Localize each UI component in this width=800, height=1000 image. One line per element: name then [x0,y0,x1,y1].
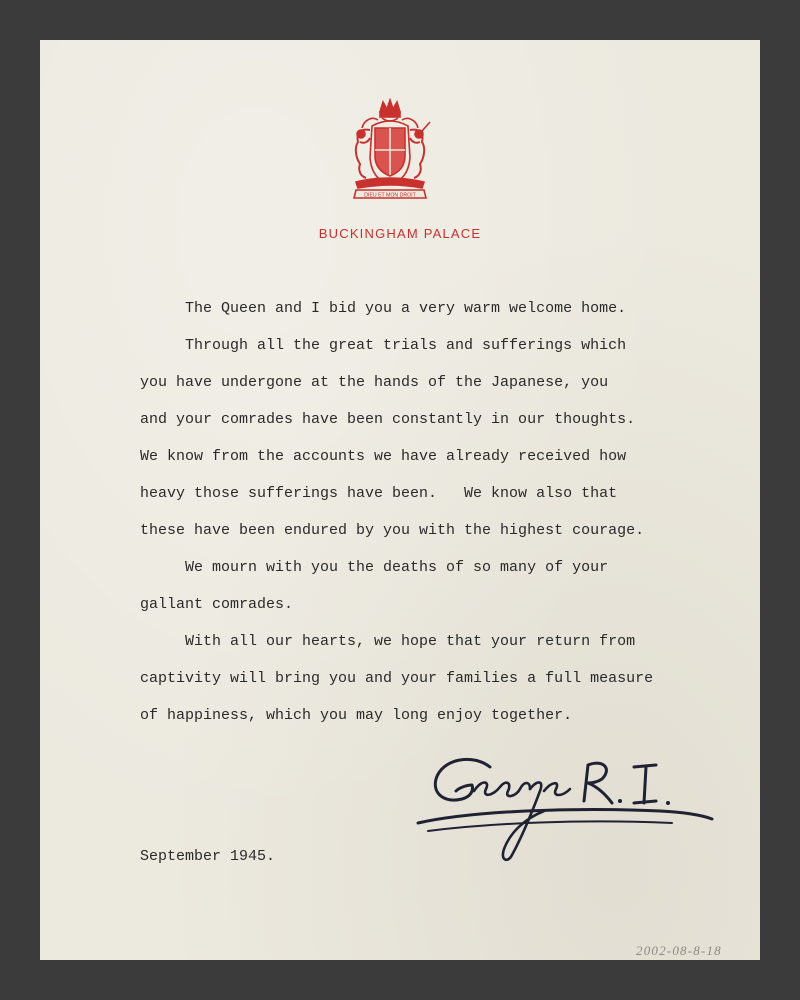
letter-date: September 1945. [140,848,276,865]
crest-motto: DIEU ET MON DROIT [364,192,416,199]
letter-line: heavy those sufferings have been. We know also that [140,485,618,502]
letter-line: captivity will bring you and your families a full measure [140,670,654,687]
letter-line: gallant comrades. [140,596,294,613]
letter-line: you have undergone at the hands of the Japanese, you [140,374,609,391]
royal-coat-of-arms-icon [342,98,438,202]
letter-line: these have been endured by you with the highest courage. [140,522,645,539]
letter-sheet [40,40,760,960]
letterhead-address: BUCKINGHAM PALACE [318,226,482,241]
letter-line: of happiness, which you may long enjoy together. [140,707,573,724]
letter-line: We mourn with you the deaths of so many of your [140,559,609,576]
letter-line: Through all the great trials and sufferings which [140,337,627,354]
accession-number-text: 2002-08-8-18 [636,943,722,958]
signature [412,745,722,880]
letter-body [140,290,740,734]
letter-line: The Queen and I bid you a very warm welcome home. [140,300,627,317]
letter-line: We know from the accounts we have already received how [140,448,627,465]
accession-number [636,940,758,960]
letter-line: With all our hearts, we hope that your return from [140,633,636,650]
letter-line: and your comrades have been constantly in our thoughts. [140,411,636,428]
